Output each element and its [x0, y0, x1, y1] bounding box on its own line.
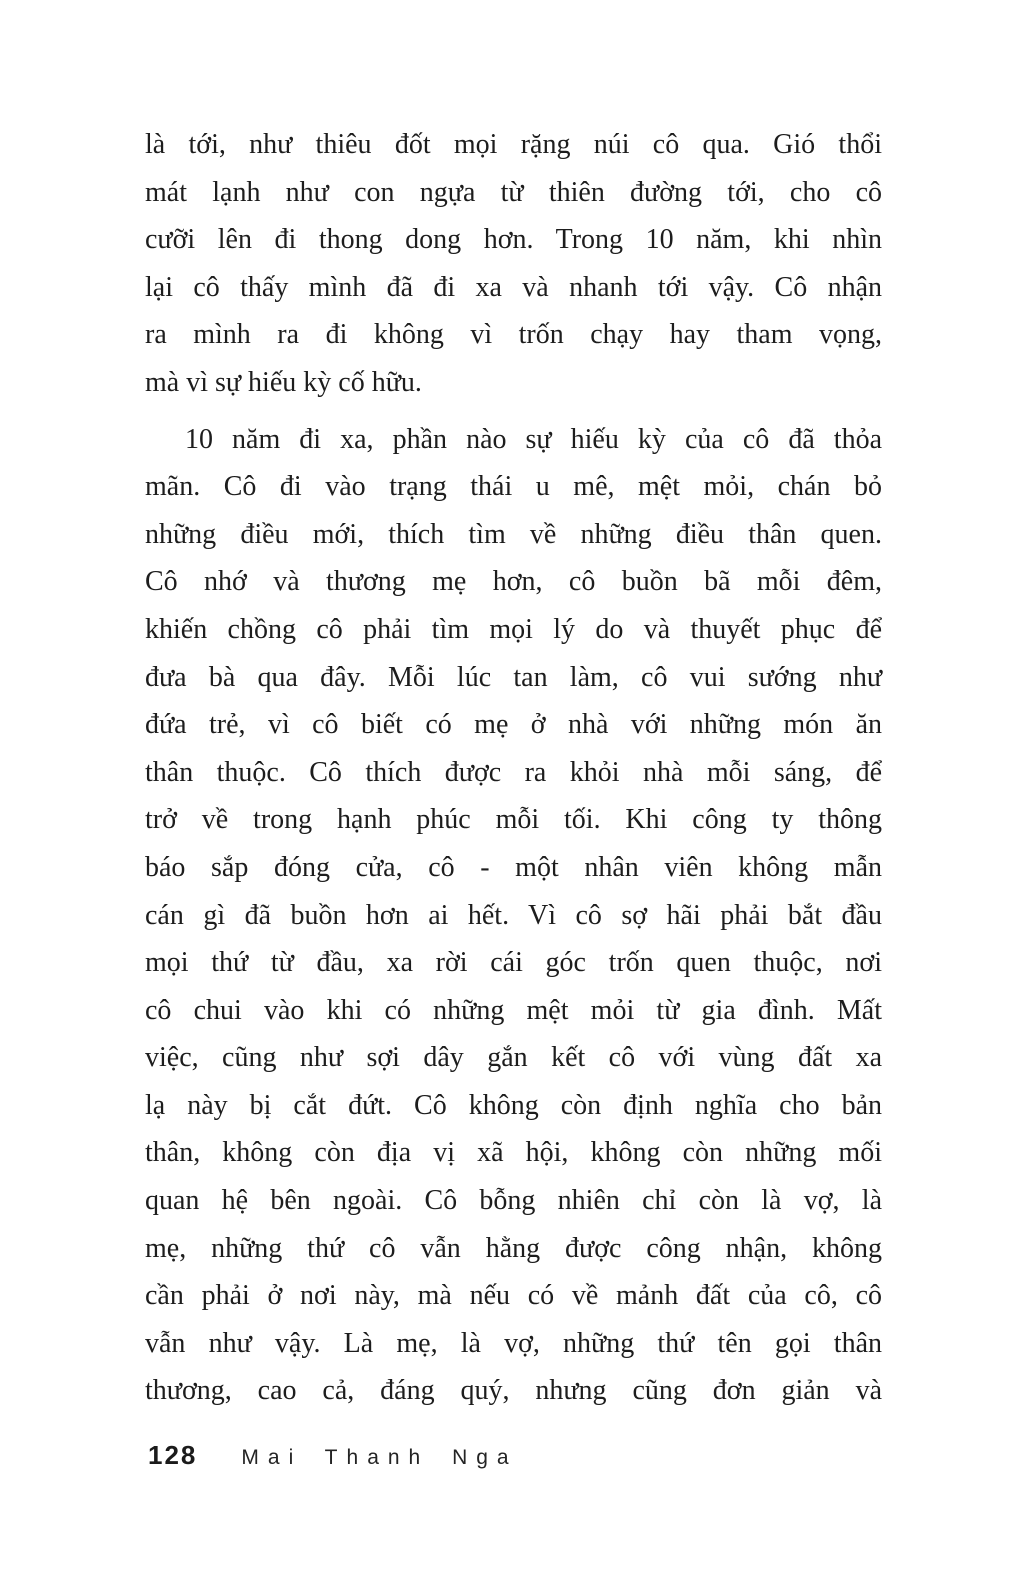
- text-line: Cô nhớ và thương mẹ hơn, cô buồn bã mỗi đêm,: [145, 566, 882, 598]
- page-number: 128: [148, 1440, 198, 1470]
- text-line: mà vì sự hiếu kỳ cố hữu.: [145, 366, 422, 398]
- text-line: đưa bà qua đây. Mỗi lúc tan làm, cô vui sướng như: [145, 661, 882, 693]
- paragraph: [145, 416, 882, 1415]
- text-line: báo sắp đóng cửa, cô - một nhân viên không mẫn: [145, 851, 882, 883]
- text-line: cô chui vào khi có những mệt mỏi từ gia đình. Mất: [145, 994, 882, 1026]
- text-line: thân, không còn địa vị xã hội, không còn những mối: [145, 1137, 882, 1169]
- text-line: quan hệ bên ngoài. Cô bỗng nhiên chỉ còn là vợ, là: [145, 1185, 882, 1217]
- text-line: mọi thứ từ đầu, xa rời cái góc trốn quen thuộc, nơi: [145, 947, 882, 979]
- text-line: đứa trẻ, vì cô biết có mẹ ở nhà với những món ăn: [145, 709, 882, 741]
- text-line: cần phải ở nơi này, mà nếu có về mảnh đất của cô, cô: [145, 1280, 882, 1312]
- paragraph: [145, 121, 882, 407]
- text-line: cưỡi lên đi thong dong hơn. Trong 10 năm, khi nhìn: [145, 224, 882, 256]
- text-block: [145, 121, 882, 1415]
- text-line: khiến chồng cô phải tìm mọi lý do và thuyết phục để: [145, 613, 882, 645]
- author-name: Mai Thanh Nga: [241, 1446, 518, 1469]
- text-line: cán gì đã buồn hơn ai hết. Vì cô sợ hãi phải bắt đầu: [145, 899, 882, 931]
- text-line: những điều mới, thích tìm về những điều thân quen.: [145, 518, 882, 550]
- text-line: mãn. Cô đi vào trạng thái u mê, mệt mỏi, chán bỏ: [145, 471, 882, 503]
- text-line: lạ này bị cắt đứt. Cô không còn định nghĩa cho bản: [145, 1089, 882, 1121]
- text-line: 10 năm đi xa, phần nào sự hiếu kỳ của cô đã thỏa: [185, 423, 882, 455]
- text-line: mát lạnh như con ngựa từ thiên đường tới, cho cô: [145, 176, 882, 208]
- text-line: là tới, như thiêu đốt mọi rặng núi cô qua. Gió thổi: [145, 129, 882, 160]
- text-line: vẫn như vậy. Là mẹ, là vợ, những thứ tên gọi thân: [145, 1327, 882, 1359]
- text-line: ra mình ra đi không vì trốn chạy hay tham vọng,: [145, 319, 882, 351]
- page-footer: [148, 1440, 518, 1471]
- text-line: lại cô thấy mình đã đi xa và nhanh tới vậy. Cô nhận: [145, 271, 882, 303]
- text-line: thân thuộc. Cô thích được ra khỏi nhà mỗi sáng, để: [145, 756, 882, 788]
- text-line: trở về trong hạnh phúc mỗi tối. Khi công ty thông: [145, 804, 882, 836]
- text-line: thương, cao cả, đáng quý, nhưng cũng đơn giản và: [145, 1375, 882, 1407]
- text-line: việc, cũng như sợi dây gắn kết cô với vùng đất xa: [145, 1042, 882, 1074]
- text-line: mẹ, những thứ cô vẫn hằng được công nhận, không: [145, 1232, 882, 1264]
